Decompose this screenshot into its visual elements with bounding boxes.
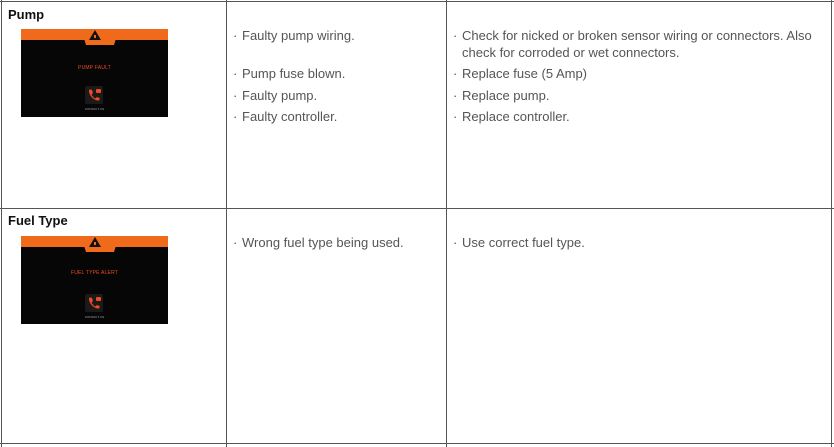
list-item: · Replace fuse (5 Amp) (453, 65, 825, 82)
list-item: · Check for nicked or broken sensor wiring or connectors. Also check for corroded or wet connectors. (453, 27, 825, 61)
list-item: · Use correct fuel type. (453, 234, 825, 251)
list-item: · Faulty pump wiring. (233, 27, 438, 44)
row-title-fuel-type: Fuel Type (8, 213, 68, 228)
table-border-left (1, 0, 2, 447)
row-divider (0, 208, 834, 209)
pump-remedies-list (453, 27, 825, 125)
list-item: · Pump fuse blown. (233, 65, 438, 82)
list-item: · Replace controller. (453, 108, 825, 125)
list-item: · Faulty controller. (233, 108, 438, 125)
warning-mark (94, 242, 96, 245)
row-title-pump: Pump (8, 7, 45, 22)
phone-icon (85, 86, 103, 104)
list-item: · Wrong fuel type being used. (233, 234, 438, 251)
column-divider (446, 0, 447, 447)
pump-causes-list (233, 27, 438, 125)
list-item: · Replace pump. (453, 87, 825, 104)
table-border-top (0, 1, 834, 2)
list-item: · Faulty pump. (233, 87, 438, 104)
fuel-type-causes-list (233, 234, 438, 251)
fuel-type-alert-screen-image (21, 236, 168, 324)
fuel-type-remedies-list (453, 234, 825, 251)
column-divider (226, 0, 227, 447)
phone-icon (85, 294, 103, 312)
warning-mark (94, 35, 96, 38)
screen-icon-label: CONTACT US (84, 315, 105, 319)
screen-alert-message: FUEL TYPE ALERT (70, 270, 119, 276)
screen-icon-label: CONTACT US (84, 107, 105, 111)
screen-alert-message: PUMP FAULT (78, 65, 111, 71)
pump-fault-screen-image (21, 29, 168, 117)
table-border-right (831, 0, 832, 447)
table-border-bottom (0, 443, 834, 444)
